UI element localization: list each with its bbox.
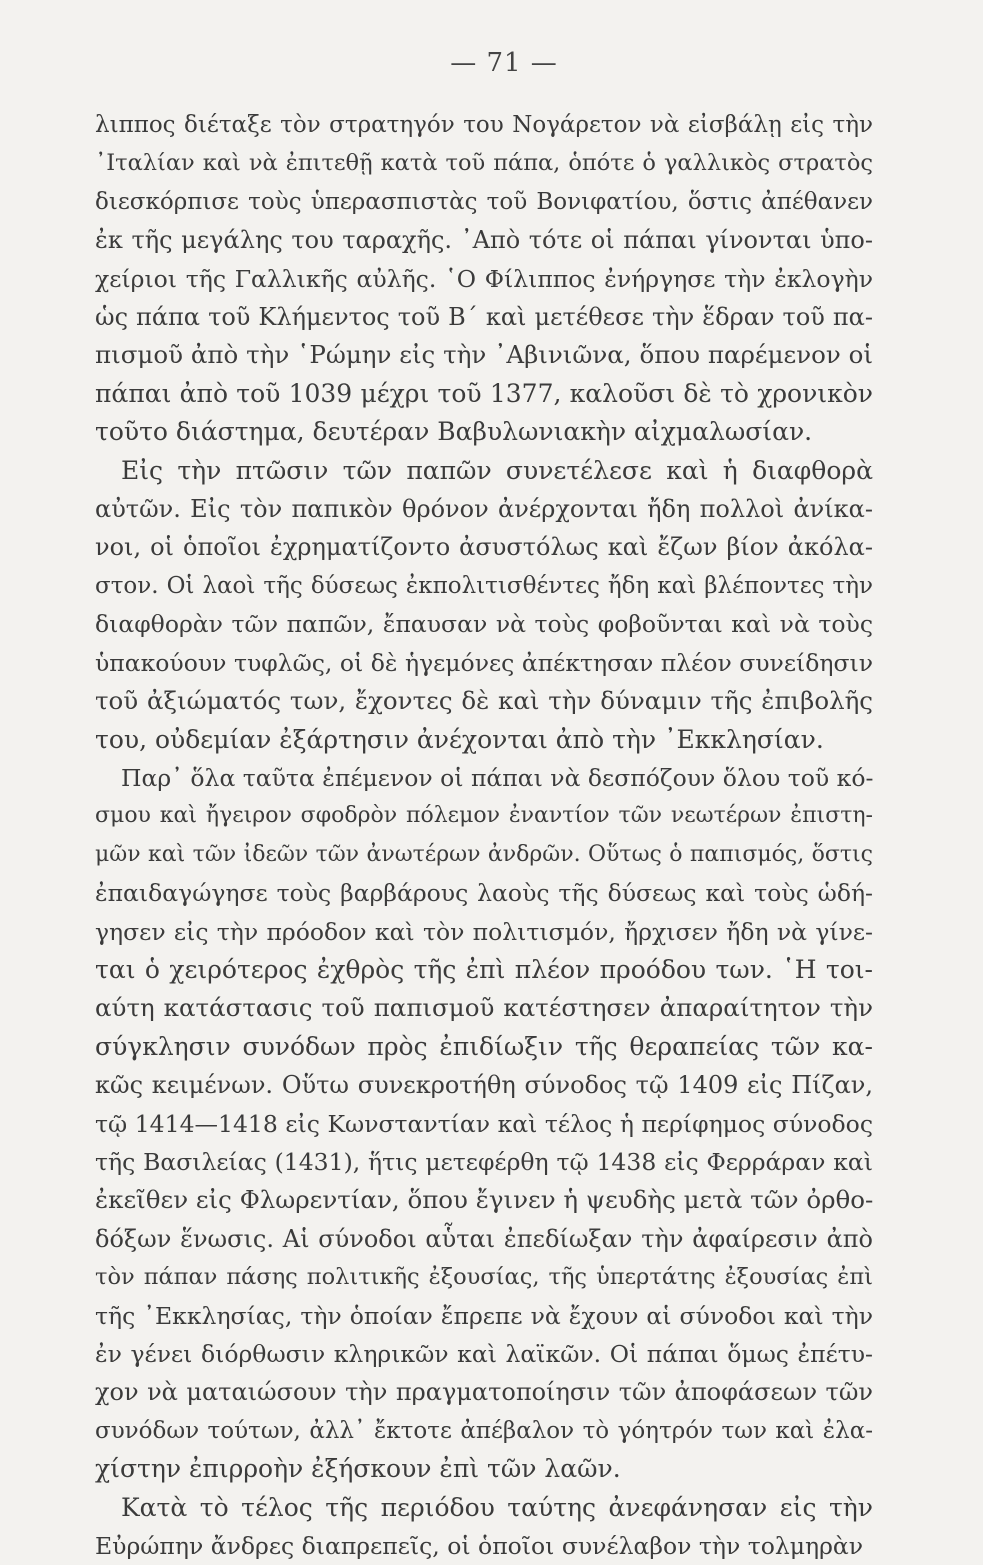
text-line: τῆς ᾽Εκκλησίας, τὴν ὁποίαν ἔπρεπε νὰ ἔχουν αἱ σύνοδοι καὶ τὴν <box>95 1301 873 1330</box>
text-line: νοι, οἱ ὁποῖοι ἐχρηματίζοντο ἀσυστόλως καὶ ἔζων βίον ἀκόλα- <box>95 533 873 562</box>
text-line: ἐκεῖθεν εἰς Φλωρεντίαν, ὅπου ἔγινεν ἡ ψευδὴς μετὰ τῶν ὀρθο- <box>95 1185 874 1215</box>
text-line: Εὐρώπην ἄνδρες διαπρεπεῖς, οἱ ὁποῖοι συνέλαβον τὴν τολμηρὰν <box>95 1532 864 1561</box>
text-line: αύτη κατάστασις τοῦ παπισμοῦ κατέστησεν ἀπαραίτητον τὴν <box>95 993 873 1023</box>
text-line: Παρ᾽ ὅλα ταῦτα ἐπέμενον οἱ πάπαι νὰ δεσπόζουν ὅλου τοῦ κό- <box>121 763 874 792</box>
text-line: αὐτῶν. Εἰς τὸν παπικὸν θρόνον ἀνέρχονται ἤδη πολλοὶ ἀνίκα- <box>95 495 873 524</box>
text-line: τῷ 1414—1418 εἰς Κωνσταντίαν καὶ τέλος ἡ περίφημος σύνοδος <box>95 1109 873 1138</box>
text-line: στον. Οἱ λαοὶ τῆς δύσεως ἐκπολιτισθέντες ἤδη καὶ βλέποντες τὴν <box>95 572 873 599</box>
paragraph <box>95 759 873 1489</box>
text-line: τοῦ ἀξιώματός των, ἔχοντες δὲ καὶ τὴν δύναμιν τῆς ἐπιβολῆς <box>95 686 873 716</box>
paragraph <box>95 452 873 759</box>
page-number: — 71 — <box>450 48 558 78</box>
text-line: ται ὁ χειρότερος ἐχθρὸς τῆς ἐπὶ πλέον προόδου των. ῾Η τοι- <box>95 954 873 984</box>
text-line: λιππος διέταξε τὸν στρατηγόν του Νογάρετον νὰ εἰσβάλῃ εἰς τὴν <box>95 112 873 138</box>
text-line: του, οὐδεμίαν ἐξάρτησιν ἀνέχονται ἀπὸ τὴν ᾽Εκκλησίαν. <box>95 724 824 754</box>
text-line: χίστην ἐπιρροὴν ἐξήσκουν ἐπὶ τῶν λαῶν. <box>95 1454 621 1484</box>
text-line: σμου καὶ ἤγειρον σφοδρὸν πόλεμον ἐναντίον τῶν νεωτέρων ἐπιστη- <box>95 803 873 829</box>
text-line: κῶς κειμένων. Οὕτω συνεκροτήθη σύνοδος τῷ 1409 εἰς Πίζαν, <box>95 1071 873 1100</box>
text-line: Κατὰ τὸ τέλος τῆς περιόδου ταύτης ἀνεφάνησαν εἰς τὴν <box>121 1492 873 1522</box>
text-line: ἐπαιδαγώγησε τοὺς βαρβάρους λαοὺς τῆς δύσεως καὶ τοὺς ὡδή- <box>95 879 873 908</box>
paragraph <box>95 106 873 452</box>
text-line: δόξων ἕνωσις. Αἱ σύνοδοι αὗται ἐπεδίωξαν τὴν ἀφαίρεσιν ἀπὸ <box>95 1224 873 1253</box>
text-line: μῶν καὶ τῶν ἰδεῶν τῶν ἀνωτέρων ἀνδρῶν. Οὕτως ὁ παπισμός, ὅστις <box>95 841 873 867</box>
text-line: διαφθορὰν τῶν παπῶν, ἔπαυσαν νὰ τοὺς φοβοῦνται καὶ νὰ τοὺς <box>95 610 873 639</box>
text-line: τὸν πάπαν πάσης πολιτικῆς ἐξουσίας, τῆς ὑπερτάτης ἐξουσίας ἐπὶ <box>95 1264 873 1291</box>
text-line: χείριοι τῆς Γαλλικῆς αὐλῆς. ῾Ο Φίλιππος ἐνήργησε τὴν ἐκλογὴν <box>95 264 873 293</box>
text-line: ὡς πάπα τοῦ Κλήμεντος τοῦ Β΄ καὶ μετέθεσε τὴν ἕδραν τοῦ πα- <box>95 303 873 332</box>
text-line: ᾽Ιταλίαν καὶ νὰ ἐπιτεθῇ κατὰ τοῦ πάπα, ὁπότε ὁ γαλλικὸς στρατὸς <box>95 150 873 177</box>
text-line: γησεν εἰς τὴν πρόοδον καὶ τὸν πολιτισμόν, ἤρχισεν ἤδη νὰ γίνε- <box>95 917 873 946</box>
text-line: Εἰς τὴν πτῶσιν τῶν παπῶν συνετέλεσε καὶ ἡ διαφθορὰ <box>121 455 873 485</box>
text-line: συνόδων τούτων, ἀλλ᾽ ἔκτοτε ἀπέβαλον τὸ γόητρόν των καὶ ἐλα- <box>95 1417 873 1444</box>
text-line: πάπαι ἀπὸ τοῦ 1039 μέχρι τοῦ 1377, καλοῦσι δὲ τὸ χρονικὸν <box>95 378 873 408</box>
text-line: ὑπακούουν τυφλῶς, οἱ δὲ ἡγεμόνες ἀπέκτησαν πλέον συνείδησιν <box>95 648 873 677</box>
text-line: ἐκ τῆς μεγάλης του ταραχῆς. ᾽Απὸ τότε οἱ πάπαι γίνονται ὑπο- <box>95 226 873 255</box>
text-line: πισμοῦ ἀπὸ τὴν ῾Ρώμην εἰς τὴν ᾽Αβινιῶνα, ὅπου παρέμενον οἱ <box>95 340 873 370</box>
paragraph <box>95 1489 873 1565</box>
text-line: ἐν γένει διόρθωσιν κληρικῶν καὶ λαϊκῶν. Οἱ πάπαι ὅμως ἐπέτυ- <box>95 1340 873 1368</box>
text-line: χον νὰ ματαιώσουν τὴν πραγματοποίησιν τῶν ἀποφάσεων τῶν <box>95 1378 873 1407</box>
text-line: τῆς Βασιλείας (1431), ἥτις μετεφέρθη τῷ 1438 εἰς Φερράραν καὶ <box>95 1147 873 1176</box>
body-text <box>95 106 873 1565</box>
text-line: διεσκόρπισε τοὺς ὑπερασπιστὰς τοῦ Βονιφατίου, ὅστις ἀπέθανεν <box>95 188 873 215</box>
text-line: σύγκλησιν συνόδων πρὸς ἐπιδίωξιν τῆς θεραπείας τῶν κα- <box>95 1031 873 1061</box>
text-line: τοῦτο διάστημα, δευτέραν Βαβυλωνιακὴν αἰχμαλωσίαν. <box>95 417 813 447</box>
